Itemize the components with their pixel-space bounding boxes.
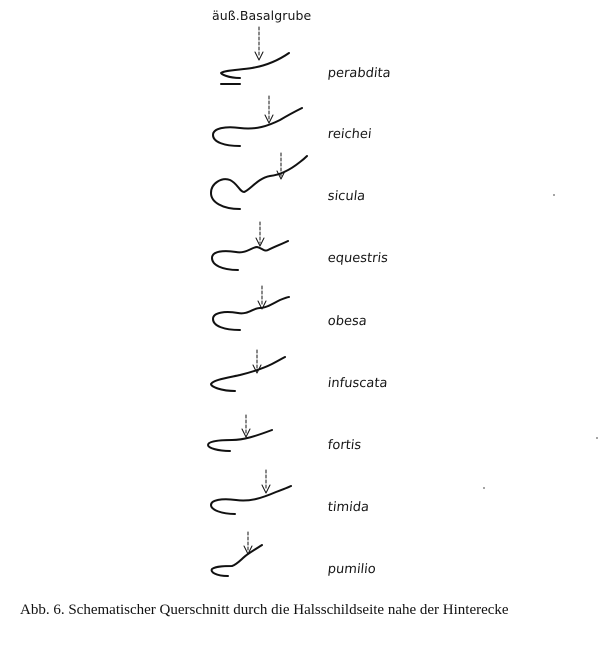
profile-timida bbox=[211, 486, 291, 514]
profile-perabdita bbox=[221, 53, 289, 78]
profile-obesa bbox=[213, 297, 289, 330]
profile-pumilio bbox=[212, 545, 262, 576]
species-label-infuscata: infuscata bbox=[327, 376, 389, 391]
species-label-reichei: reichei bbox=[327, 127, 373, 142]
species-label-sicula: sicula bbox=[327, 189, 366, 204]
figure-caption: Abb. 6. Schematischer Querschnitt durch die Halsschildseite nahe der Hinterecke bbox=[20, 602, 509, 618]
profile-sicula bbox=[211, 156, 307, 209]
profile-equestris bbox=[212, 241, 288, 270]
profile-fortis bbox=[208, 430, 272, 451]
paper-speck bbox=[596, 437, 598, 439]
species-label-perabdita: perabdita bbox=[327, 66, 392, 81]
paper-speck bbox=[553, 194, 555, 196]
species-label-pumilio: pumilio bbox=[327, 562, 377, 577]
marker-label: äuß.Basalgrube bbox=[212, 8, 312, 23]
species-label-fortis: fortis bbox=[327, 438, 362, 453]
profile-reichei bbox=[213, 108, 302, 146]
profile-infuscata bbox=[211, 357, 285, 391]
paper-speck bbox=[483, 487, 485, 489]
species-label-equestris: equestris bbox=[327, 251, 389, 266]
species-label-obesa: obesa bbox=[327, 314, 368, 329]
species-label-timida: timida bbox=[327, 500, 370, 515]
